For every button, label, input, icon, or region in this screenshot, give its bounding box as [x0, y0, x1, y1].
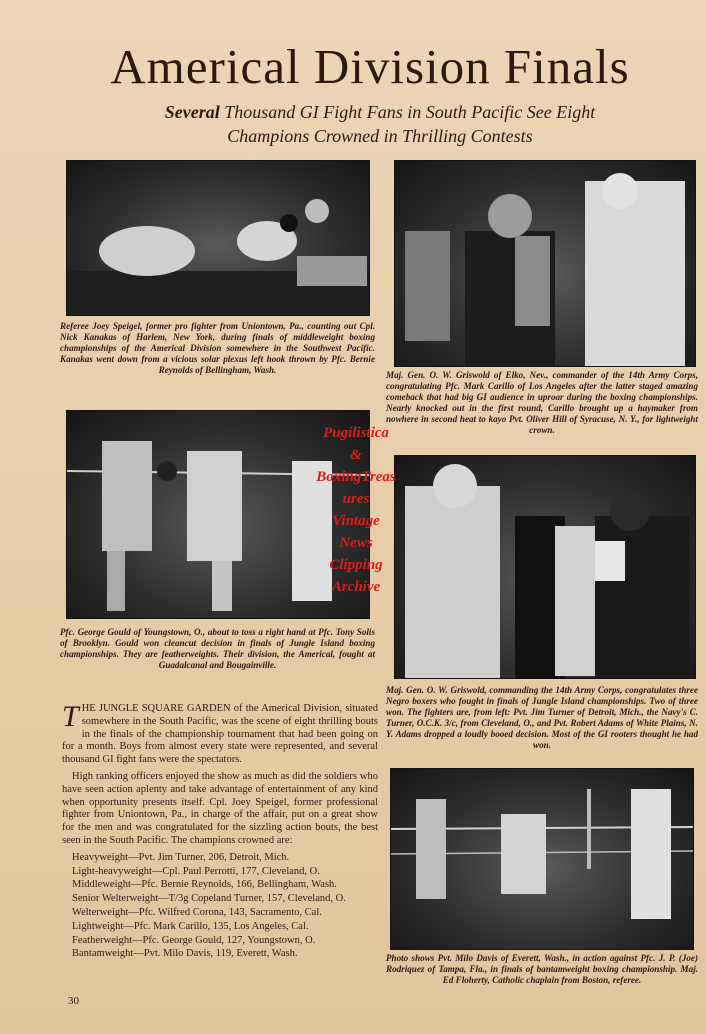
article-paragraph-2: High ranking officers enjoyed the show as much as did the soldiers who have seen action aplenty and take advantage of entertainment of any kind when opportunity presents itself. Cpl. Joey Speigel, former professional fighter from Uniontown, Pa., in charge of the affair, put on a great show for the men and was congratulated for the sizzling action bouts, the best seen in the South Pacific. The champions crowned are:: [62, 770, 378, 846]
page-number: 30: [68, 995, 79, 1007]
watermark-line: Clipping: [329, 557, 383, 573]
drop-cap: T: [62, 700, 79, 733]
article-body: [62, 700, 378, 962]
photo-griswold-carillo: [394, 160, 696, 367]
caption-photo-griswold-carillo: Maj. Gen. O. W. Griswold of Elko, Nev., commander of the 14th Army Corps, congratulating Pfc. Mark Carillo of Los Angeles after the latter staged amazing comeback that had big GI audience in uproar during the boxing championships. Nearly knocked out in the first round, Carillo brought up a haymaker from nowhere in second heat to kayo Pvt. Oliver Hill of Syracuse, N. Y., for lightweight crown.: [386, 370, 698, 435]
watermark: [286, 422, 426, 598]
photo-griswold-boxers: [394, 455, 696, 679]
caption-photo-referee-count: Referee Joey Speigel, former pro fighter from Uniontown, Pa., counting out Cpl. Nick Kanakas of Harlem, New York, during finals of middleweight boxing championships of the Americal Division somewhere in the Southwest Pacific. Kanakas went down from a vicious solar plexus left hook thrown by Pfc. Bernie Reynolds of Bellingham, Wash.: [60, 321, 375, 375]
watermark-line: Archive: [331, 579, 381, 595]
list-item: Heavyweight—Pvt. Jim Turner, 206, Detroit, Mich.: [72, 851, 290, 863]
headline: Americal Division Finals: [110, 39, 630, 94]
watermark-line: Pugilistica: [323, 425, 389, 441]
caption-photo-gould-solis: Pfc. George Gould of Youngstown, O., about to toss a right hand at Pfc. Tony Solis of Brooklyn. Gould won cleancut decision in finals of Jungle Island boxing championships. They are featherweights. Their division, the Americal, fought at Guadalcanal and Bougainville.: [60, 627, 375, 670]
watermark-line: &: [350, 447, 362, 463]
list-item: Bantamweight—Pvt. Milo Davis, 119, Everett, Wash.: [72, 948, 298, 960]
article-paragraph-1: THE JUNGLE SQUARE GARDEN of the Americal Division, situated somewhere in the South Pacific, was the scene of eight thrilling bouts in the finals of the championship tournament that had been going on for a month. Boys from almost every state were represented, and several thousand GI fight fans were the spectators.: [62, 700, 378, 766]
photo-davis-rodriquez: [390, 768, 694, 950]
list-item: Featherweight—Pfc. George Gould, 127, Youngstown, O.: [72, 934, 316, 946]
subheadline-line2: Champions Crowned in Thrilling Contests: [227, 126, 533, 146]
caption-photo-davis-rodriquez: Photo shows Pvt. Milo Davis of Everett, Wash., in action against Pfc. J. P. (Joe) Rodriquez of Tampa, Fla., in finals of bantamweight boxing championship. Maj. Ed Floherty, Catholic chaplain from Boston, referee.: [386, 953, 698, 985]
watermark-line: News: [339, 535, 373, 551]
list-item: Light-heavyweight—Cpl. Paul Perrotti, 177, Cleveland, O.: [72, 865, 320, 877]
subheadline-lead: Several: [164, 102, 220, 122]
list-item: Welterweight—Pfc. Wilfred Corona, 143, Sacramento, Cal.: [72, 906, 322, 918]
list-item: Middleweight—Pfc. Bernie Reynolds, 166, Bellingham, Wash.: [72, 879, 337, 891]
watermark-line: BoxingTreas: [316, 469, 396, 485]
list-item: Senior Welterweight—T/3g Copeland Turner, 157, Cleveland, O.: [72, 893, 346, 905]
champions-list: [62, 852, 378, 961]
watermark-line: ures: [342, 491, 370, 507]
subheadline: [80, 100, 680, 148]
subheadline-line1: Thousand GI Fight Fans in South Pacific See Eight: [219, 102, 596, 122]
photo-referee-count: [66, 160, 370, 316]
caption-photo-griswold-boxers: Maj. Gen. O. W. Griswold, commanding the 14th Army Corps, congratulates three Negro boxers who fought in finals of Jungle Island championships. Two of three won. The fighters are, from left: Pvt. Jim Turner of Detroit, Mich., the Navy's C. Turner, O.C.K. 3/c, from Cleveland, O., and Pvt. Robert Adams of White Plains, N. Y. Adams dropped a loudly booed decision. Most of the GI rooters thought he had won.: [386, 685, 698, 750]
list-item: Lightweight—Pfc. Mark Carillo, 135, Los Angeles, Cal.: [72, 920, 309, 932]
watermark-line: Vintage: [332, 513, 380, 529]
